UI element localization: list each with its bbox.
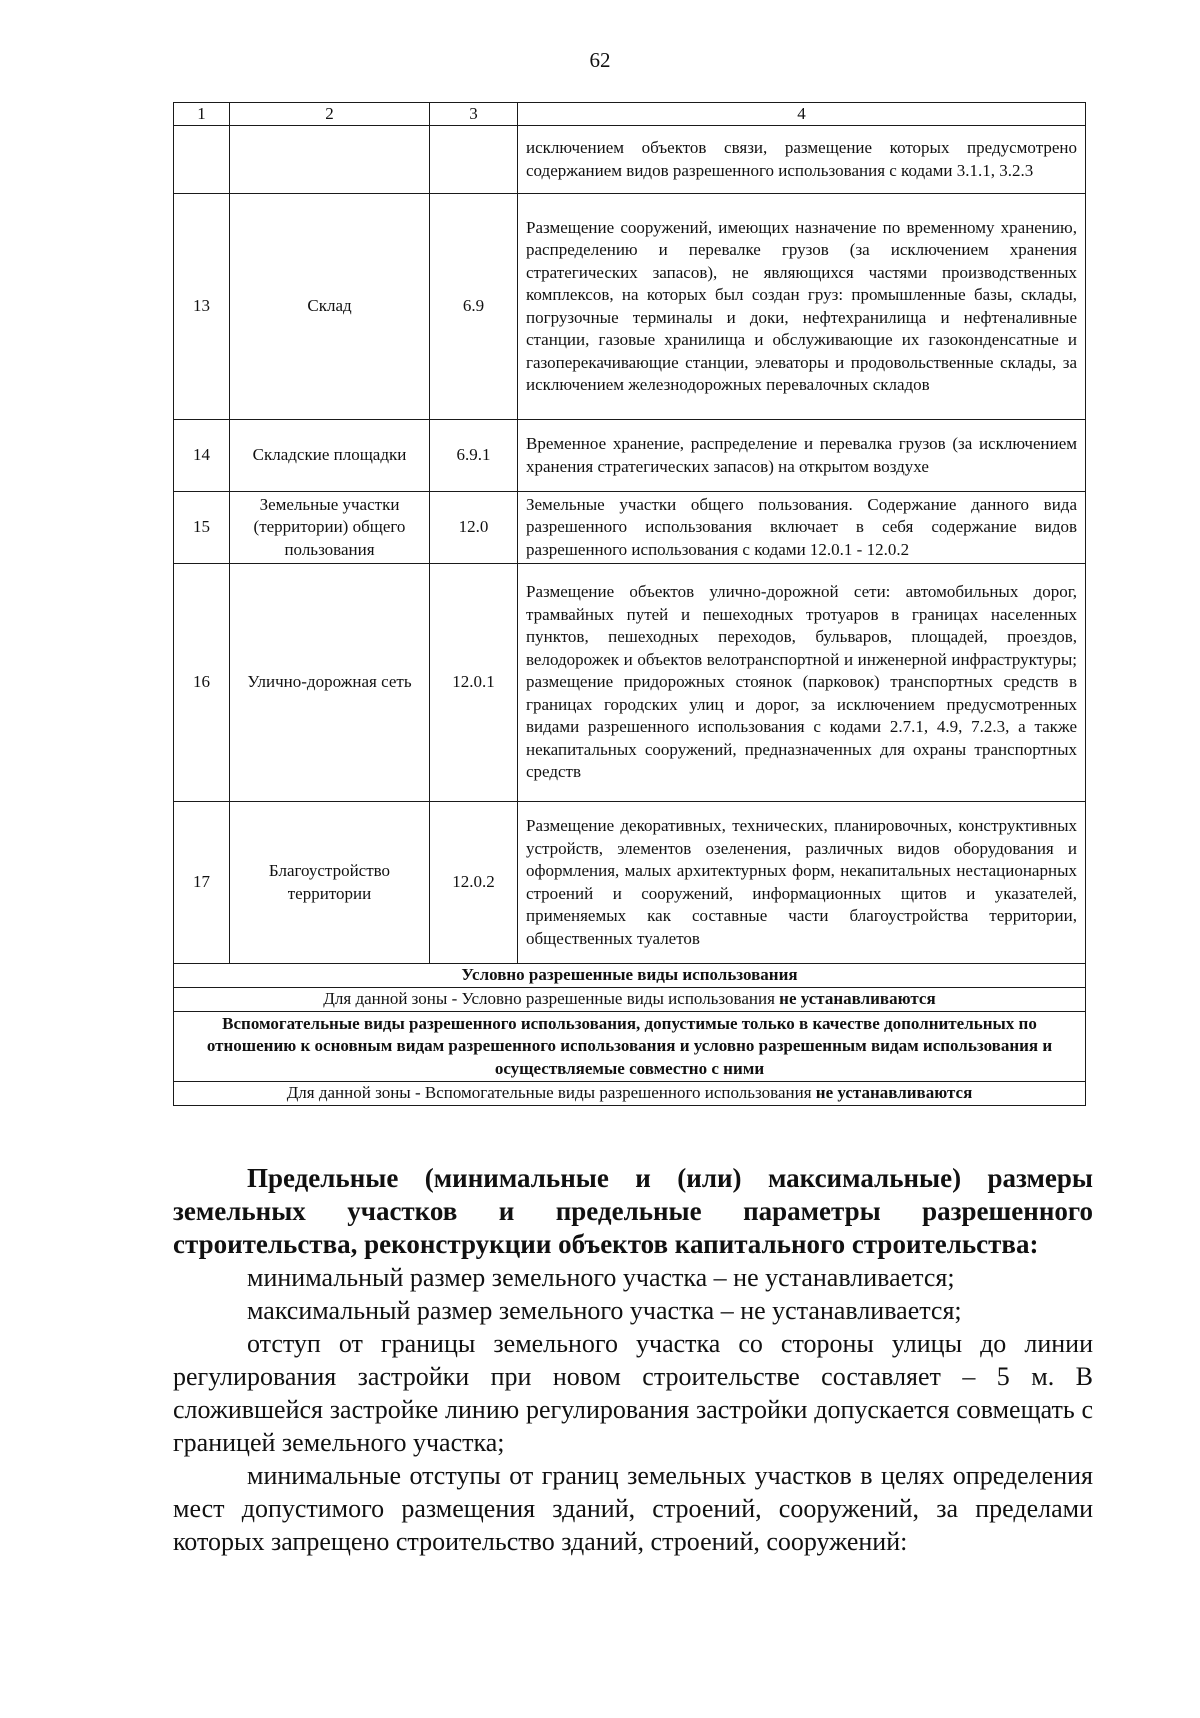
use-name [230,126,430,194]
header-cell: 1 [174,103,230,126]
use-code [430,126,518,194]
header-cell: 2 [230,103,430,126]
street-setback: отступ от границы земельного участка со стороны улицы до линии регулирования застройки при новом строительстве составляет – 5 м. В сложившейся застройке линию регулирования застройки допускается совмещать с границей земельного участка; [173,1329,1093,1457]
row-number [174,126,230,194]
use-code: 6.9.1 [430,420,518,492]
table-row [174,126,1086,194]
limits-heading: Предельные (минимальные и (или) максимальные) размеры земельных участков и предельные параметры разрешенного строительства, реконструкции объектов капитального строительства: [173,1163,1093,1259]
use-code: 12.0.1 [430,564,518,802]
use-name: Склад [230,194,430,420]
use-code: 6.9 [430,194,518,420]
table-header-row [174,103,1086,126]
auxiliary-uses-title: Вспомогательные виды разрешенного использования, допустимые только в качестве дополнительных по отношению к основным видам разрешенного использования и условно разрешенным видам использования и осуществляемые совместно с ними [174,1012,1086,1082]
max-plot-size: максимальный размер земельного участка – не устанавливается; [247,1296,962,1325]
use-name: Складские площадки [230,420,430,492]
use-description: Размещение сооружений, имеющих назначение по временному хранению, распределению и перевалке грузов (за исключением хранения стратегических запасов), не являющихся частями производственных комплексов, на которых был создан груз: промышленные базы, склады, погрузочные терминалы и доки, нефтехранилища и нефтеналивные станции, газовые хранилища и обслуживающие их газоконденсатные и газоперекачивающие станции, элеваторы и продовольственные склады, за исключением железнодорожных перевалочных складов [518,194,1086,420]
use-name: Земельные участки (территории) общего пользования [230,492,430,564]
conditional-uses-note-row [174,988,1086,1012]
table-row [174,802,1086,964]
use-code: 12.0 [430,492,518,564]
use-name: Благоустройство территории [230,802,430,964]
row-number: 14 [174,420,230,492]
land-use-table [173,102,1086,1106]
table-row [174,492,1086,564]
use-description: исключением объектов связи, размещение которых предусмотрено содержанием видов разрешенного использования с кодами 3.1.1, 3.2.3 [518,126,1086,194]
min-plot-size: минимальный размер земельного участка – не устанавливается; [247,1263,955,1292]
row-number: 17 [174,802,230,964]
auxiliary-uses-title-row [174,1012,1086,1082]
row-number: 15 [174,492,230,564]
page-number: 62 [589,48,611,72]
header-cell: 3 [430,103,518,126]
table-row [174,420,1086,492]
table-row [174,194,1086,420]
min-setbacks: минимальные отступы от границ земельных участков в целях определения мест допустимого размещения зданий, строений, сооружений, за пределами которых запрещено строительство зданий, строений, сооружений: [173,1461,1093,1556]
table-row [174,564,1086,802]
conditional-uses-note [174,988,1086,1012]
auxiliary-uses-note [174,1082,1086,1106]
use-name: Улично-дорожная сеть [230,564,430,802]
use-description: Размещение объектов улично-дорожной сети: автомобильных дорог, трамвайных путей и пешеходных тротуаров в границах населенных пунктов, пешеходных переходов, бульваров, площадей, проездов, велодорожек и объектов велотранспортной и инженерной инфраструктуры; размещение придорожных стоянок (парковок) транспортных средств в границах городских улиц и дорог, за исключением предусмотренных видами разрешенного использования с кодами 2.7.1, 4.9, 7.2.3, а также некапитальных сооружений, предназначенных для охраны транспортных средств [518,564,1086,802]
conditional-note-bold: не устанавливаются [779,989,936,1009]
auxiliary-note-bold: не устанавливаются [815,1083,973,1103]
conditional-uses-title: Условно разрешенные виды использования [174,964,1086,988]
conditional-note-text: Для данной зоны - Условно разрешенные виды использования [323,989,780,1009]
use-code: 12.0.2 [430,802,518,964]
auxiliary-note-text: Для данной зоны - Вспомогательные виды разрешенного использования [286,1083,816,1103]
limits-section [173,1162,1093,1558]
row-number: 16 [174,564,230,802]
conditional-uses-title-row [174,964,1086,988]
row-number: 13 [174,194,230,420]
use-description: Земельные участки общего пользования. Содержание данного вида разрешенного использования включает в себя содержание видов разрешенного использования с кодами 12.0.1 - 12.0.2 [518,492,1086,564]
auxiliary-uses-note-row [174,1082,1086,1106]
use-description: Размещение декоративных, технических, планировочных, конструктивных устройств, элементов озеленения, различных видов оборудования и оформления, малых архитектурных форм, некапитальных нестационарных строений и сооружений, информационных щитов и указателей, применяемых как составные части благоустройства территории, общественных туалетов [518,802,1086,964]
header-cell: 4 [518,103,1086,126]
use-description: Временное хранение, распределение и перевалка грузов (за исключением хранения стратегических запасов) на открытом воздухе [518,420,1086,492]
